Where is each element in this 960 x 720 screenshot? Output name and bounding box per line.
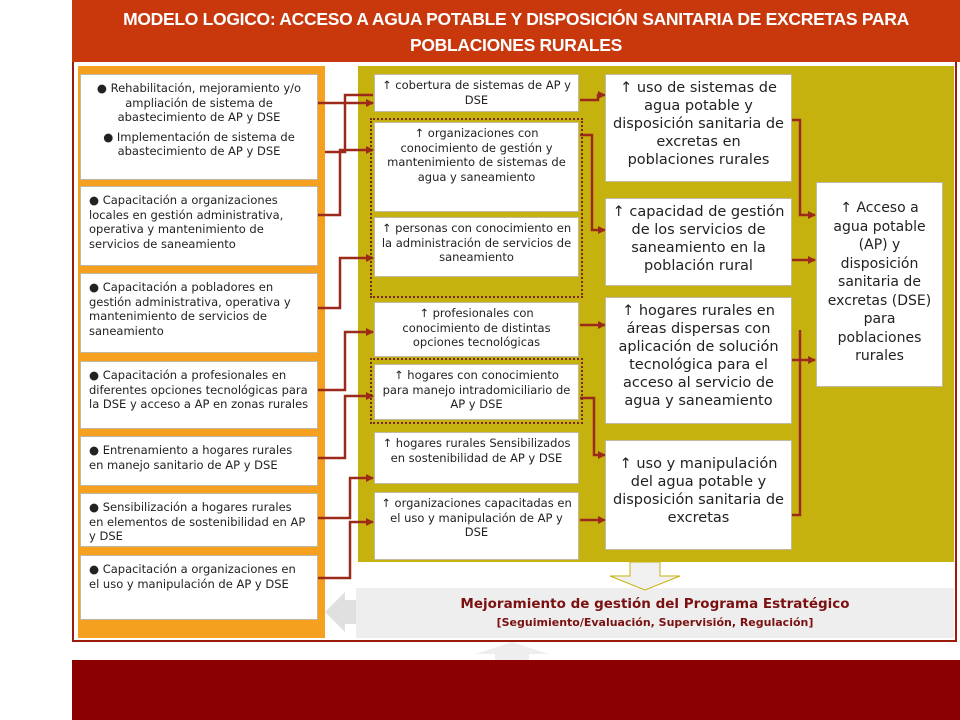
- arrow-act7-prod6: [318, 478, 373, 518]
- result-3: ↑ hogares rurales en áreas dispersas con aplicación de solución tecnológica para el acceso al servicio de agua y saneamiento: [605, 297, 792, 424]
- arrow-prod1-res1: [580, 95, 605, 100]
- arrow-act3-prod2: [318, 150, 373, 215]
- product-6: ↑ hogares rurales Sensibilizados en sostenibilidad de AP y DSE: [374, 432, 579, 484]
- arrow-act8-prod7: [318, 522, 373, 578]
- activity-3: ● Capacitación a organizaciones locales en gestión administrativa, operativa y mantenimiento de servicios de saneamiento: [80, 186, 318, 266]
- activity-8: ● Capacitación a organizaciones en el uso y manipulación de AP y DSE: [80, 555, 318, 620]
- arrow-prod5-res4: [580, 398, 605, 455]
- left-arrow: [325, 592, 356, 632]
- activity-2: ● Implementación de sistema de abastecimiento de AP y DSE: [103, 129, 295, 158]
- arrow-act5-prod4: [318, 332, 373, 390]
- bottom-bar: [72, 660, 960, 720]
- product-1: ↑ cobertura de sistemas de AP y DSE: [374, 74, 579, 112]
- arrow-act6-prod5: [318, 396, 373, 458]
- arrow-res1-final: [792, 120, 815, 215]
- activity-7: ● Sensibilización a hogares rurales en elementos de sostenibilidad en AP y DSE: [80, 493, 318, 547]
- product-4: ↑ profesionales con conocimiento de distintas opciones tecnológicas: [374, 302, 579, 357]
- page-title: MODELO LOGICO: ACCESO A AGUA POTABLE Y DISPOSICIÓN SANITARIA DE EXCRETAS PARA POBLACIONES RURALES: [72, 0, 960, 62]
- activity-4: ● Capacitación a pobladores en gestión administrativa, operativa y mantenimiento de servicios de saneamiento: [80, 273, 318, 353]
- arrow-prod2-res2: [580, 135, 605, 230]
- result-2: ↑ capacidad de gestión de los servicios de saneamiento en la población rural: [605, 198, 792, 286]
- management-title: Mejoramiento de gestión del Programa Estratégico: [460, 596, 850, 612]
- arrow-act4-prod3: [318, 258, 373, 308]
- activity-1-2: [80, 74, 318, 180]
- down-arrow: [610, 562, 680, 590]
- activity-6: ● Entrenamiento a hogares rurales en manejo sanitario de AP y DSE: [80, 436, 318, 486]
- activity-5: ● Capacitación a profesionales en diferentes opciones tecnológicas para la DSE y acceso a AP en zonas rurales: [80, 361, 318, 429]
- management-subtitle: [Seguimiento/Evaluación, Supervisión, Regulación]: [496, 616, 814, 629]
- product-5: ↑ hogares con conocimiento para manejo intradomiciliario de AP y DSE: [374, 364, 579, 420]
- product-2: ↑ organizaciones con conocimiento de gestión y mantenimiento de sistemas de agua y saneamiento: [374, 122, 579, 212]
- product-3: ↑ personas con conocimiento en la administración de servicios de saneamiento: [374, 217, 579, 277]
- result-1: ↑ uso de sistemas de agua potable y disposición sanitaria de excretas en poblaciones rurales: [605, 74, 792, 182]
- final-outcome: ↑ Acceso a agua potable (AP) y disposición sanitaria de excretas (DSE) para poblaciones rurales: [816, 182, 943, 387]
- up-arrow: [475, 642, 549, 660]
- product-7: ↑ organizaciones capacitadas en el uso y manipulación de AP y DSE: [374, 492, 579, 560]
- activity-1: ● Rehabilitación, mejoramiento y/o ampliación de sistema de abastecimiento de AP y DSE: [96, 81, 302, 124]
- result-4: ↑ uso y manipulación del agua potable y disposición sanitaria de excretas: [605, 440, 792, 550]
- arrow-res4-final: [792, 330, 800, 515]
